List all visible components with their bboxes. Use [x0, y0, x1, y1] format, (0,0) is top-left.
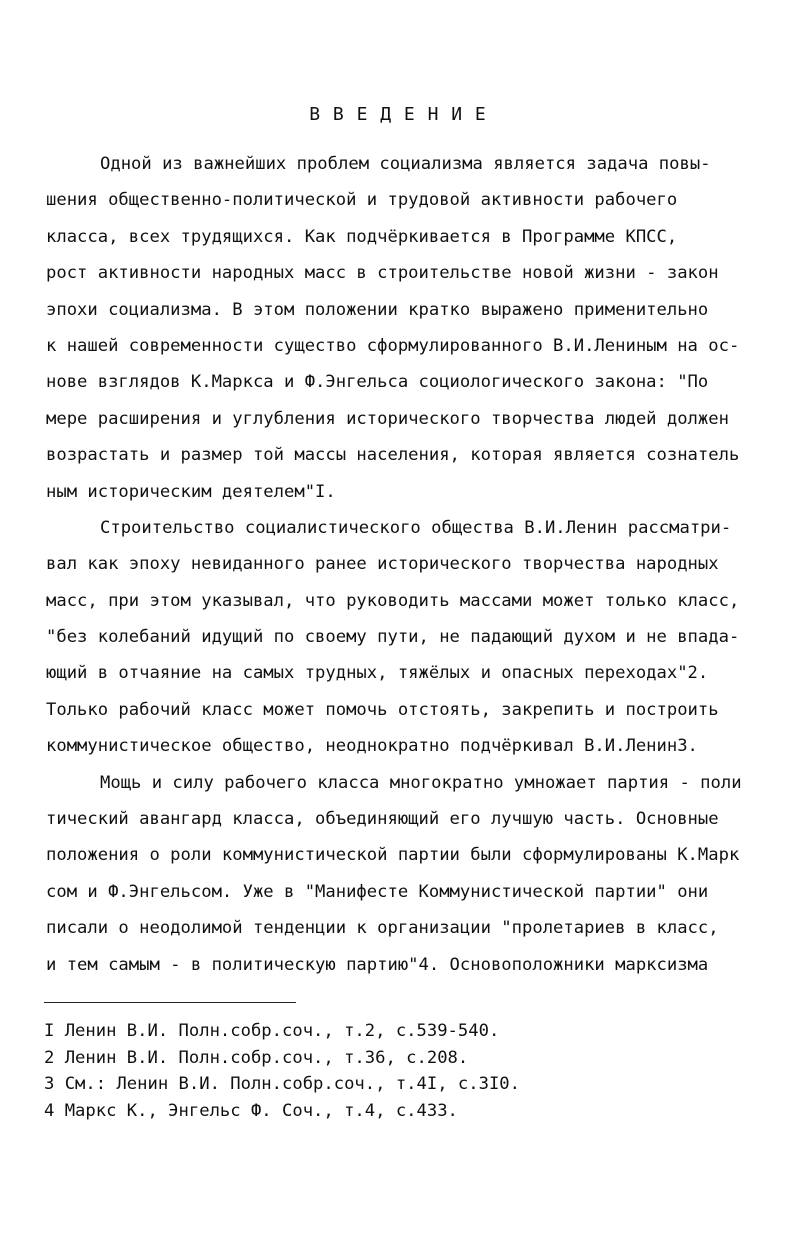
- footnote: I Ленин В.И. Полн.собр.соч., т.2, с.539-540.: [44, 1021, 500, 1041]
- text-line: положения о роли коммунистической партии были сформулированы К.Марк: [46, 845, 740, 866]
- text-line: вал как эпоху невиданного ранее исторического творчества народных: [46, 554, 719, 575]
- footnote: 2 Ленин В.И. Полн.собр.соч., т.36, с.208.: [44, 1047, 469, 1068]
- footnote-divider: [44, 1002, 296, 1003]
- text-line: нове взглядов К.Маркса и Ф.Энгельса социологического закона: "По: [46, 372, 709, 393]
- text-line: Строительство социалистического общества В.И.Ленин рассматри-: [100, 517, 732, 538]
- text-line: рост активности народных масс в строительстве новой жизни - закон: [46, 263, 719, 284]
- text-line: класса, всех трудящихся. Как подчёркивается в Программе КПСС,: [46, 226, 678, 247]
- text-line: масс, при этом указывал, что руководить массами может только класс,: [46, 590, 740, 611]
- text-line: Одной из важнейших проблем социализма является задача повы-: [100, 154, 711, 174]
- text-line: ным историческим деятелем"I.: [46, 481, 336, 502]
- text-line: Только рабочий класс может помочь отстоять, закрепить и построить: [46, 699, 719, 720]
- text-line: Мощь и силу рабочего класса многократно умножает партия - поли: [100, 772, 742, 793]
- text-line: и тем самым - в политическую партию"4. Основоположники марксизма: [46, 954, 709, 975]
- text-line: к нашей современности существо сформулированного В.И.Лениным на ос-: [46, 335, 740, 356]
- footnote: 4 Маркс К., Энгельс Ф. Соч., т.4, с.433.: [44, 1100, 458, 1121]
- page-title: В В Е Д Е Н И Е: [309, 104, 486, 125]
- text-line: возрастать и размер той массы населения, которая является сознатель: [46, 445, 740, 466]
- footnotes: [44, 1018, 744, 1124]
- text-line: шения общественно-политической и трудовой активности рабочего: [46, 190, 678, 211]
- text-line: коммунистическое общество, неоднократно подчёркивал В.И.Ленин3.: [46, 736, 698, 757]
- text-line: сом и Ф.Энгельсом. Уже в "Манифесте Коммунистической партии" они: [46, 881, 709, 902]
- footnote: 3 См.: Ленин В.И. Полн.собр.соч., т.4I, с.3I0.: [44, 1074, 520, 1094]
- text-line: "без колебаний идущий по своему пути, не падающий духом и не впада-: [46, 627, 740, 648]
- text-line: эпохи социализма. В этом положении кратко выражено применительно: [46, 299, 709, 320]
- text-line: писали о неодолимой тенденции к организации "пролетариев в класс,: [46, 918, 719, 939]
- text-line: тический авангард класса, объединяющий его лучшую часть. Основные: [46, 809, 719, 830]
- text-line: мере расширения и углубления исторического творчества людей должен: [46, 408, 729, 429]
- main-text: [46, 146, 782, 983]
- text-line: ющий в отчаяние на самых трудных, тяжёлых и опасных переходах"2.: [46, 663, 709, 684]
